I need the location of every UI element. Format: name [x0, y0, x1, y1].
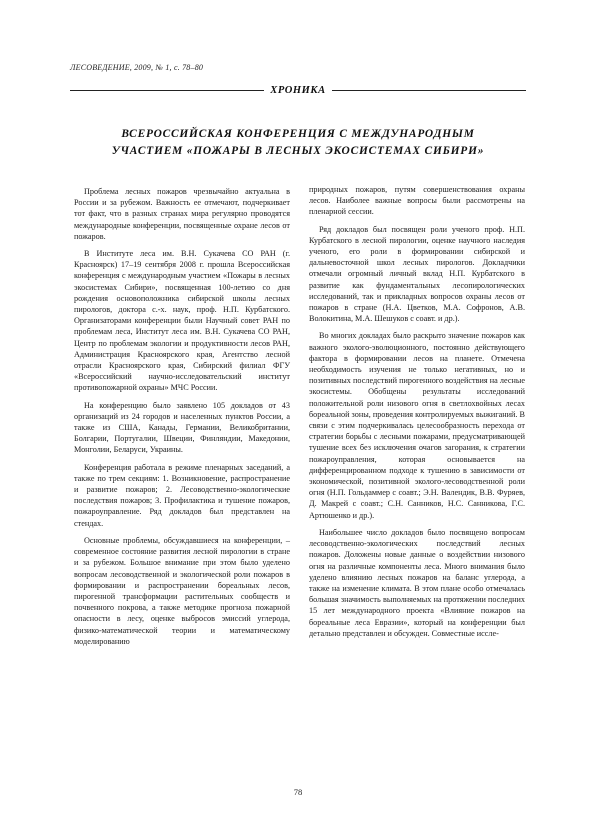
paragraph: Ряд докладов был посвящен роли ученого проф. Н.П. Курбатского в лесной пирологии, оценке научного наследия ученого, его роли в формировании сибирской и дальневосточной школ лесных пирологов. Докладчики отмечали огромный личный вклад Н.П. Курбатского в развитие как фундаментальных лесопирологических исследований, так и прикладных вопросов охраны лесов от пожаров в стране (Н.А. Цветков, М.А. Софронов, А.В. Волокитина, М.А. Шешуков с соавт. и др.). — [309, 224, 525, 324]
paragraph: Основные проблемы, обсуждавшиеся на конференции, – современное состояние развития лесной пирологии в стране и за рубежом. Большое внимание при этом было уделено вопросам лесоводственной и экологической роли пожаров в формировании и распространении бореальных лесов, пирогенной трансформации растительных сообществ и почвенного покрова, а также методике прогноза пожарной опасности в лесу, оценке выбросов эмиссий углерода, физико-математической теории и математическому моделированию — [74, 535, 290, 646]
section-rubric: ХРОНИКА — [270, 84, 326, 96]
paragraph: На конференцию было заявлено 105 докладов от 43 организаций из 24 городов и населенных пунктов России, а также из США, Канады, Германии, Великобритании, Болгарии, Португалии, Швеции, Финляндии, Македонии, Монголии, Беларуси, Украины. — [74, 400, 290, 455]
paragraph: Наибольшее число докладов было посвящено вопросам лесоводственно-экологических последствий лесных пожаров. Доложены новые данные о воздействии низового огня на различные компоненты леса. Много внимания было уделено влиянию лесных пожаров на баланс углерода, а также на изменение климата. В этом плане особо отмечалась большая значимость выполняемых на протяжении последних 15 лет международного проекта «Влияние пожаров на бореальные леса Евразии», который на конференции был детально представлен и обсужден. Совместные иссле- — [309, 527, 525, 638]
left-column — [74, 186, 290, 653]
rubric-rule-left — [70, 90, 264, 91]
paragraph: Конференция работала в режиме пленарных заседаний, а также по трем секциям: 1. Возникновение, распространение и развитие пожаров; 2. Лесоводственно-экологические последствия пожаров; 3. Профилактика и тушение пожаров, пожароуправление. Ряд докладов был представлен на стендах. — [74, 462, 290, 528]
paragraph: природных пожаров, путям совершенствования охраны лесов. Наиболее важные вопросы были рассмотрены на пленарной сессии. — [309, 185, 525, 217]
right-column — [309, 184, 525, 645]
title-line: ВСЕРОССИЙСКАЯ КОНФЕРЕНЦИЯ С МЕЖДУНАРОДНЫМ — [121, 128, 475, 140]
article-title — [70, 126, 526, 159]
section-rubric-bar — [70, 82, 526, 98]
journal-citation: ЛЕСОВЕДЕНИЕ, 2009, № 1, с. 78–80 — [70, 63, 204, 72]
paragraph: Во многих докладах было раскрыто значение пожаров как важного эколого-эволюционного, постоянно действующего фактора в формировании лесов на планете. Отмечена необходимость изучения не только негативных, но и позитивных последствий пирогенного воздействия на лесные экосистемы. Обобщены результаты исследований положительной роли низового огня в светлохвойных лесах бореальной зоны, проведения контролируемых выжиганий. В связи с этим подчеркивалась целесообразность перехода от стратегии борьбы с лесными пожарами, предусматривающей тушение всех без исключения очагов загорания, к стратегии пожароуправления, которая основывается на дифференцированном подходе к тушению в зависимости от экономической, позитивной эколого-лесоводственной роли огня (Н.П. Гольдаммер с соавт.; Э.Н. Валендик, В.В. Фуряев, Д. Макрей с соавт.; С.Н. Санников, Н.С. Санникова, Г.С. Артюшенко и др.). — [309, 331, 525, 520]
rubric-rule-right — [332, 90, 526, 91]
page-number: 78 — [293, 787, 303, 797]
paragraph: Проблема лесных пожаров чрезвычайно актуальна в России и за рубежом. Важность ее отмечают, подчеркивает тот факт, что в разных странах мира регулярно проводятся международные конференции, посвященные охране лесов от пожаров. — [74, 187, 290, 241]
paragraph: В Институте леса им. В.Н. Сукачева СО РАН (г. Красноярск) 17–19 сентября 2008 г. прошла Всероссийская конференция с международным участием «Пожары в лесных экосистемах Сибири», посвященная 100-летию со дня рождения основоположника сибирской школы лесных пирологов, доктора с.-х. наук, проф. Н.П. Курбатского. Организаторами конференции были Научный совет РАН по проблемам леса, Институт леса им. В.Н. Сукачева СО РАН, Центр по проблемам экологии и продуктивности лесов РАН, Администрация Красноярского края, Агентство лесной отрасли Красноярского края, Сибирский филиал ФГУ «Всероссийский научно-исследовательский институт противопожарной охраны» МЧС России. — [74, 249, 290, 393]
title-line: УЧАСТИЕМ «ПОЖАРЫ В ЛЕСНЫХ ЭКОСИСТЕМАХ СИБИРИ» — [111, 144, 485, 157]
